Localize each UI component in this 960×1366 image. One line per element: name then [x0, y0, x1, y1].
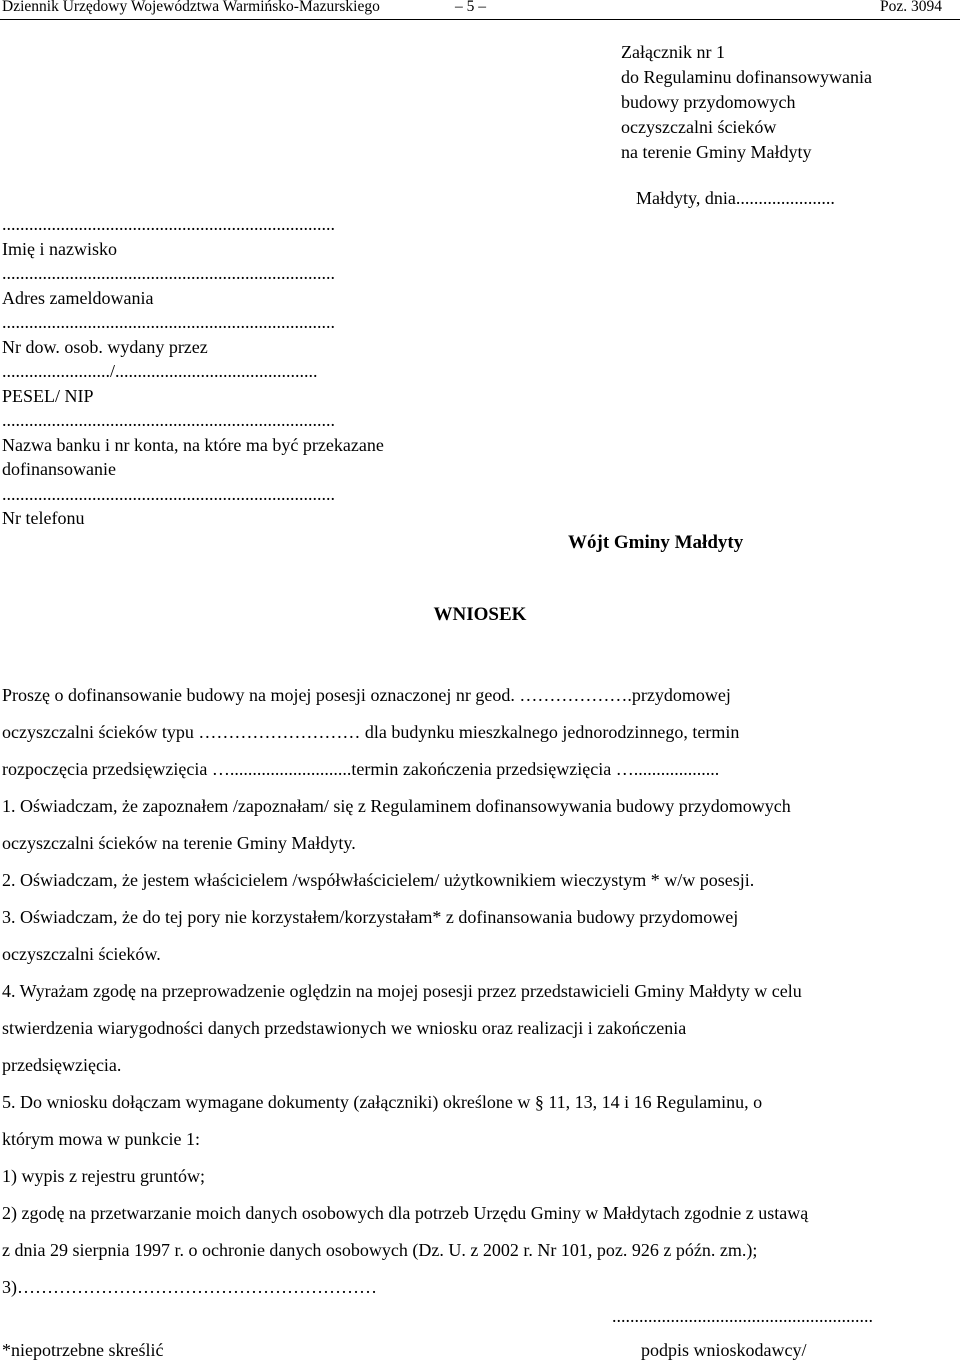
annex-line: na terenie Gminy Małdyty: [621, 142, 812, 162]
journal-title: Dziennik Urzędowy Województwa Warmińsko-Mazurskiego: [2, 0, 380, 15]
annex-line: budowy przydomowych: [621, 92, 796, 112]
annex-line: oczyszczalni ścieków: [621, 117, 777, 137]
header-rule: [0, 19, 960, 20]
signature-label: podpis wnioskodawcy/: [641, 1340, 807, 1360]
body-line: Proszę o dofinansowanie budowy na mojej posesji oznaczonej nr geod. ……………….przydomowej: [2, 685, 731, 705]
applicant-line: Nr dow. osob. wydany przez: [2, 336, 208, 357]
applicant-line: ..........................................................................: [2, 263, 335, 283]
applicant-line: dofinansowanie: [2, 459, 116, 479]
applicant-line: Nr telefonu: [2, 508, 85, 528]
footnote: *niepotrzebne skreślić: [2, 1340, 164, 1360]
body-line: 3)……………………………………………………: [2, 1277, 377, 1297]
annex-line: do Regulaminu dofinansowywania: [621, 67, 872, 87]
applicant-line: ..........................................................................: [2, 483, 335, 504]
body-line: 1. Oświadczam, że zapoznałem /zapoznałam/ się z Regulaminem dofinansowywania budowy przydomowych: [2, 796, 791, 816]
applicant-line: PESEL/ NIP: [2, 385, 94, 406]
body-line: którym mowa w punkcie 1:: [2, 1129, 200, 1149]
position-number: Poz. 3094: [880, 0, 942, 15]
applicant-line: ..........................................................................: [2, 312, 335, 332]
page-number: – 5 –: [455, 0, 486, 15]
applicant-line: Nazwa banku i nr konta, na które ma być przekazane: [2, 434, 384, 455]
applicant-line: ..........................................................................: [2, 410, 335, 430]
applicant-block: [2, 212, 482, 531]
annex-block: [621, 40, 872, 165]
date-line: Małdyty, dnia......................: [636, 188, 835, 208]
body-line: przedsięwzięcia.: [2, 1055, 122, 1075]
body-line: oczyszczalni ścieków.: [2, 944, 161, 964]
body-line: stwierdzenia wiarygodności danych przedstawionych we wniosku oraz realizacji i zakończenia: [2, 1018, 687, 1038]
applicant-line: Adres zameldowania: [2, 287, 154, 308]
document-title: WNIOSEK: [433, 604, 527, 625]
applicant-line: ......................../.............................................: [2, 361, 318, 381]
signature-dots: ..........................................................: [612, 1306, 873, 1326]
body-line: z dnia 29 sierpnia 1997 r. o ochronie danych osobowych (Dz. U. z 2002 r. Nr 101, poz. 926 z późn. zm.);: [2, 1240, 758, 1260]
body-line: oczyszczalni ścieków na terenie Gminy Małdyty.: [2, 833, 356, 853]
applicant-line: Imię i nazwisko: [2, 238, 117, 259]
body-line: 5. Do wniosku dołączam wymagane dokumenty (załączniki) określone w § 11, 13, 14 i 16 Regulaminu, o: [2, 1092, 763, 1112]
applicant-line: ..........................................................................: [2, 214, 335, 234]
body-line: 1) wypis z rejestru gruntów;: [2, 1166, 205, 1186]
body-line: 3. Oświadczam, że do tej pory nie korzystałem/korzystałam* z dofinansowania budowy przydomowej: [2, 907, 739, 927]
body-line: 2. Oświadczam, że jestem właścicielem /współwłaścicielem/ użytkownikiem wieczystym * w/w posesji.: [2, 870, 755, 890]
body-line: rozpoczęcia przedsięwzięcia …...........................termin zakończenia przedsięwzięcia …...................: [2, 759, 720, 779]
annex-line: Załącznik nr 1: [621, 42, 725, 62]
body-line: oczyszczalni ścieków typu ……………………… dla budynku mieszkalnego jednorodzinnego, termin: [2, 722, 740, 742]
body-line: 2) zgodę na przetwarzanie moich danych osobowych dla potrzeb Urzędu Gminy w Małdytach zgodnie z ustawą: [2, 1203, 809, 1223]
request-body: [2, 677, 960, 1306]
body-line: 4. Wyrażam zgodę na przeprowadzenie oględzin na mojej posesji przez przedstawicieli Gminy Małdyty w celu: [2, 981, 802, 1001]
recipient: Wójt Gminy Małdyty: [568, 532, 744, 553]
